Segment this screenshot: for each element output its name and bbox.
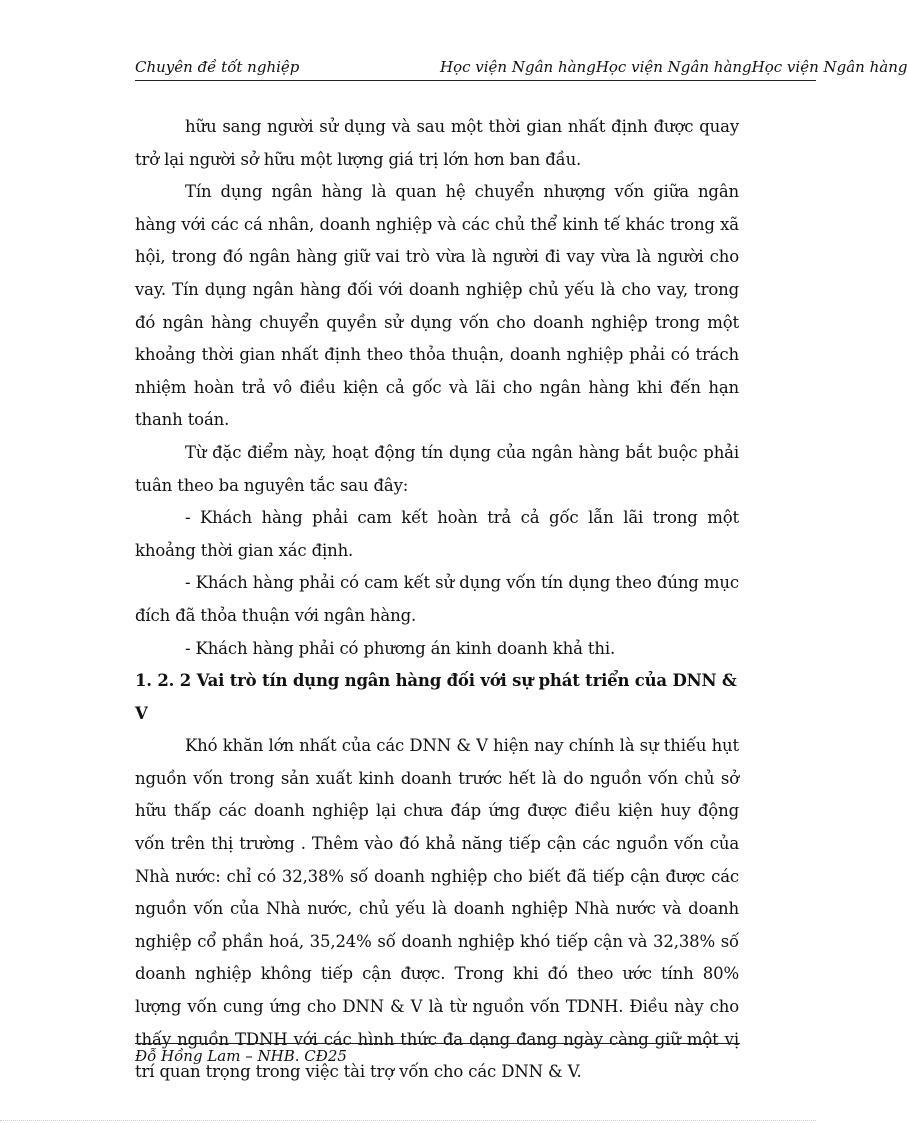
paragraph: hữu sang người sử dụng và sau một thời gian nhất định được quay trở lại người sở hữu một lượng giá trị lớn hơn ban đầu. [135,117,739,169]
paragraph: Từ đặc điểm này, hoạt động tín dụng của ngân hàng bắt buộc phải tuân theo ba nguyên tắc sau đây: [135,442,739,495]
list-item: - Khách hàng phải cam kết hoàn trả cả gốc lẫn lãi trong một khoảng thời gian xác định. [135,508,739,560]
list-item: - Khách hàng phải có cam kết sử dụng vốn tín dụng theo đúng mục đích đã thỏa thuận với ngân hàng. [135,573,739,625]
page-header [135,58,907,82]
document-body [135,111,739,1089]
list-item: - Khách hàng phải có phương án kinh doanh khả thi. [185,638,616,658]
page-footer-author: Đỗ Hồng Lam – NHB. CĐ25 [135,1047,347,1065]
header-rule [135,80,816,81]
paragraph: Tín dụng ngân hàng là quan hệ chuyển nhượng vốn giữa ngân hàng với các cá nhân, doanh nghiệp và các chủ thể kinh tế khác trong xã hội, trong đó ngân hàng giữ vai trò vừa là người đi vay vừa là người cho vay. Tín dụng ngân hàng đối với doanh nghiệp chủ yếu là cho vay, trong đó ngân hàng chuyển quyền sử dụng vốn cho doanh nghiệp trong một khoảng thời gian nhất định theo thỏa thuận, doanh nghiệp phải có trách nhiệm hoàn trả vô điều kiện cả gốc và lãi cho ngân hàng khi đến hạn thanh toán. [135,182,739,430]
section-heading: 1. 2. 2 Vai trò tín dụng ngân hàng đối với sự phát triển của DNN & V [135,671,737,723]
header-right-title: Học viện Ngân hàngHọc viện Ngân hàngHọc viện Ngân hàng [440,58,907,76]
page-boundary [0,1120,816,1121]
header-left-title: Chuyên đề tốt nghiệp [135,58,300,76]
paragraph: Khó khăn lớn nhất của các DNN & V hiện nay chính là sự thiếu hụt nguồn vốn trong sản xuất kinh doanh trước hết là do nguồn vốn chủ sở hữu thấp các doanh nghiệp lại chưa đáp ứng được điều kiện huy động vốn trên thị trường . Thêm vào đó khả năng tiếp cận các nguồn vốn của Nhà nước: chỉ có 32,38% số doanh nghiệp cho biết đã tiếp cận được các nguồn vốn của Nhà nước, chủ yếu là doanh nghiệp Nhà nước và doanh nghiệp cổ phần hoá, 35,24% số doanh nghiệp khó tiếp cận và 32,38% số doanh nghiệp không tiếp cận được. Trong khi đó theo ước tính 80% lượng vốn cung ứng cho DNN & V là từ nguồn vốn TDNH. Điều này cho thấy nguồn TDNH với các hình thức đa dạng đang ngày càng giữ một vị trí quan trọng trong việc tài trợ vốn cho các DNN & V. [135,736,739,1082]
footer-rule [135,1043,740,1044]
